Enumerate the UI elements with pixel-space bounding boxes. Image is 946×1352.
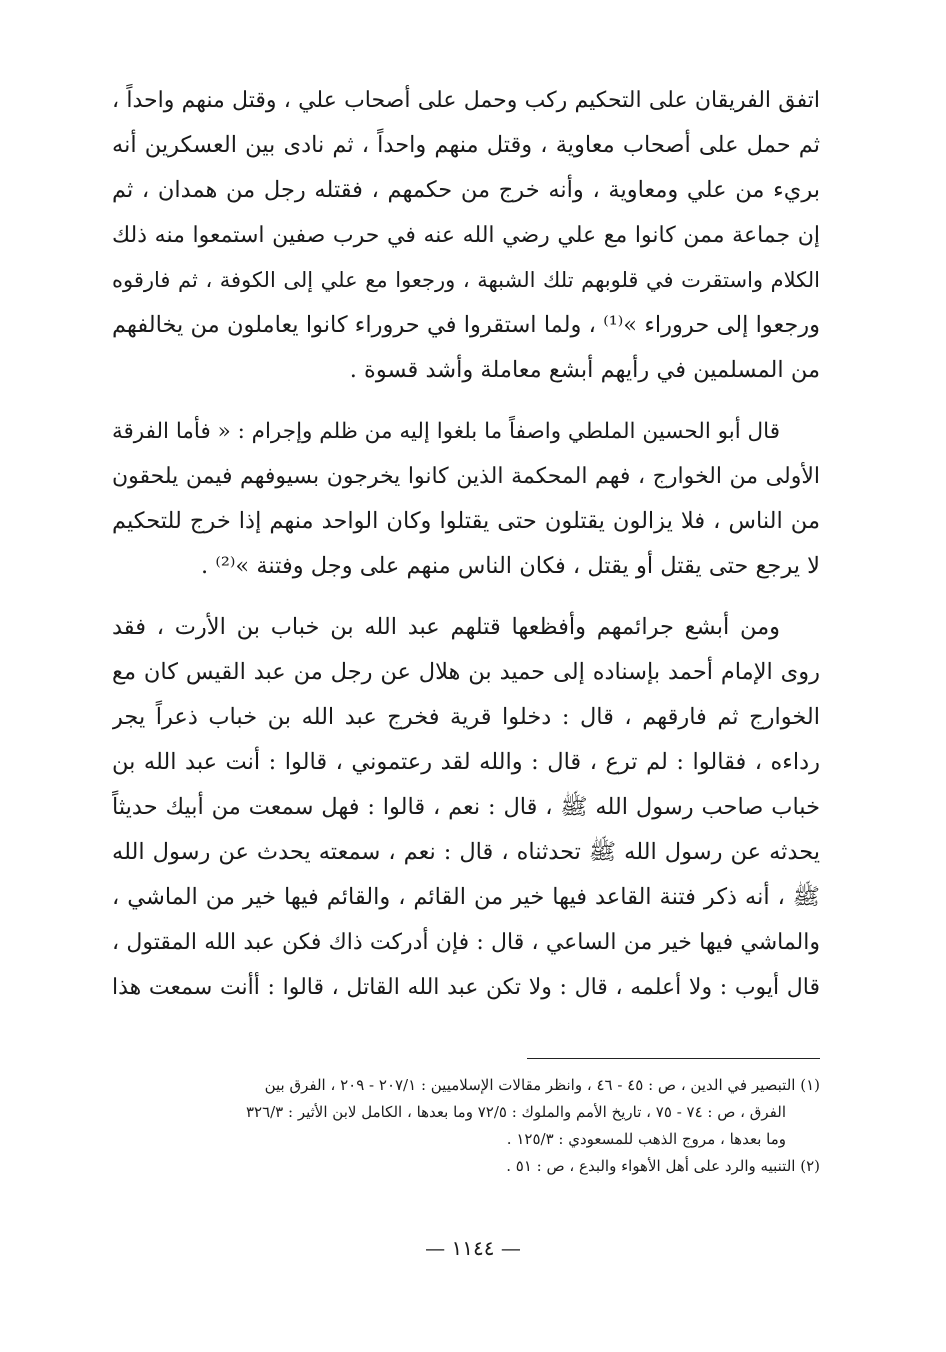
footnotes: [112, 1072, 820, 1180]
footnote-line: (٢) التنبيه والرد على أهل الأهواء والبدع ، ص : ٥١ .: [506, 1157, 820, 1175]
text-line: قال أيوب : ولا أعلمه ، قال : ولا تكن عبد الله القاتل ، قالوا : أأنت سمعت هذا: [112, 975, 820, 1000]
footnote-1: [112, 1072, 820, 1153]
text-line: الكلام واستقرت في قلوبهم تلك الشبهة ، ورجعوا مع علي إلى الكوفة ، ثم فارقوه: [112, 268, 820, 292]
text-line: بريء من علي ومعاوية ، وأنه خرج من حكمهم ، فقتله رجل من همدان ، ثم: [112, 177, 820, 203]
text-line: روى الإمام أحمد بإسناده إلى حميد بن هلال عن رجل من عبد القيس كان مع: [112, 659, 820, 685]
page-number: — ١١٤٤ —: [425, 1236, 521, 1260]
text-line: قال أبو الحسين الملطي واصفاً ما بلغوا إليه من ظلم وإجرام : « فأما الفرقة: [112, 419, 780, 444]
text-line: من الناس ، فلا يزالون يقتلون حتى يقتلوا وكان الواحد منهم إذا خرج للتحكيم: [112, 508, 820, 534]
text-line: خباب صاحب رسول الله ﷺ ، قال : نعم ، قالوا : فهل سمعت من أبيك حديثاً: [112, 794, 820, 820]
text-line: من المسلمين في رأيهم أبشع معاملة وأشد قسوة .: [349, 357, 820, 383]
text-line: والماشي فيها خير من الساعي ، قال : فإن أدركت ذاك فكن عبد الله المقتول ،: [112, 930, 820, 955]
text-line: رداءه ، فقالوا : لم ترع ، قال : والله لقد رعتموني ، قالوا : أنت عبد الله بن: [112, 749, 820, 775]
text-line: إن جماعة ممن كانوا مع علي رضي الله عنه في حرب صفين استمعوا منه ذلك: [112, 223, 820, 248]
footnote-divider: [527, 1058, 820, 1059]
text-line: ثم حمل على أصحاب معاوية ، وقتل منهم واحداً ، ثم نادى بين العسكرين أنه: [112, 132, 820, 158]
footnote-line: وما بعدها ، مروج الذهب للمسعودي : ١٢٥/٣ .: [506, 1130, 786, 1148]
text-line: ورجعوا إلى حروراء »⁽¹⁾ ، ولما استقروا في حروراء كانوا يعاملون من يخالفهم: [112, 312, 820, 338]
text-line: ﷺ ، أنه ذكر فتنة القاعد فيها خير من القائم ، والقائم فيها خير من الماشي ،: [112, 884, 820, 910]
text-line: ومن أبشع جرائمهم وأفظعها قتلهم عبد الله بن خباب بن الأرت ، فقد: [112, 614, 780, 640]
footnote-line: الفرق ، ص : ٧٤ - ٧٥ ، تاريخ الأمم والملوك : ٧٢/٥ وما بعدها ، الكامل لابن الأثير : ٣٢٦/٣: [245, 1103, 786, 1121]
text-line: الخوارج ثم فارقهم ، قال : دخلوا قرية فخرج عبد الله بن خباب ذعراً يجر: [112, 704, 820, 730]
paragraph-2: [112, 409, 820, 589]
text-line: لا يرجع حتى يقتل أو يقتل ، فكان الناس منهم على وجل وفتنة »⁽²⁾ .: [201, 553, 820, 579]
paragraph-3: [112, 605, 820, 1010]
text-line: يحدثه عن رسول الله ﷺ تحدثناه ، قال : نعم ، سمعته يحدث عن رسول الله: [112, 839, 820, 865]
text-line: اتفق الفريقان على التحكيم ركب وحمل على أصحاب علي ، وقتل منهم واحداً ،: [112, 88, 820, 113]
footnote-line: (١) التبصير في الدين ، ص : ٤٥ - ٤٦ ، وانظر مقالات الإسلاميين : ٢٠٧/١ - ٢٠٩ ، الفرق بين: [264, 1076, 820, 1094]
paragraph-1: [112, 78, 820, 393]
main-text: [112, 78, 820, 1010]
text-line: الأولى من الخوارج ، فهم المحكمة الذين كانوا يخرجون بسيوفهم فيمن يلحقون: [112, 464, 820, 489]
footnote-2: [112, 1153, 820, 1180]
